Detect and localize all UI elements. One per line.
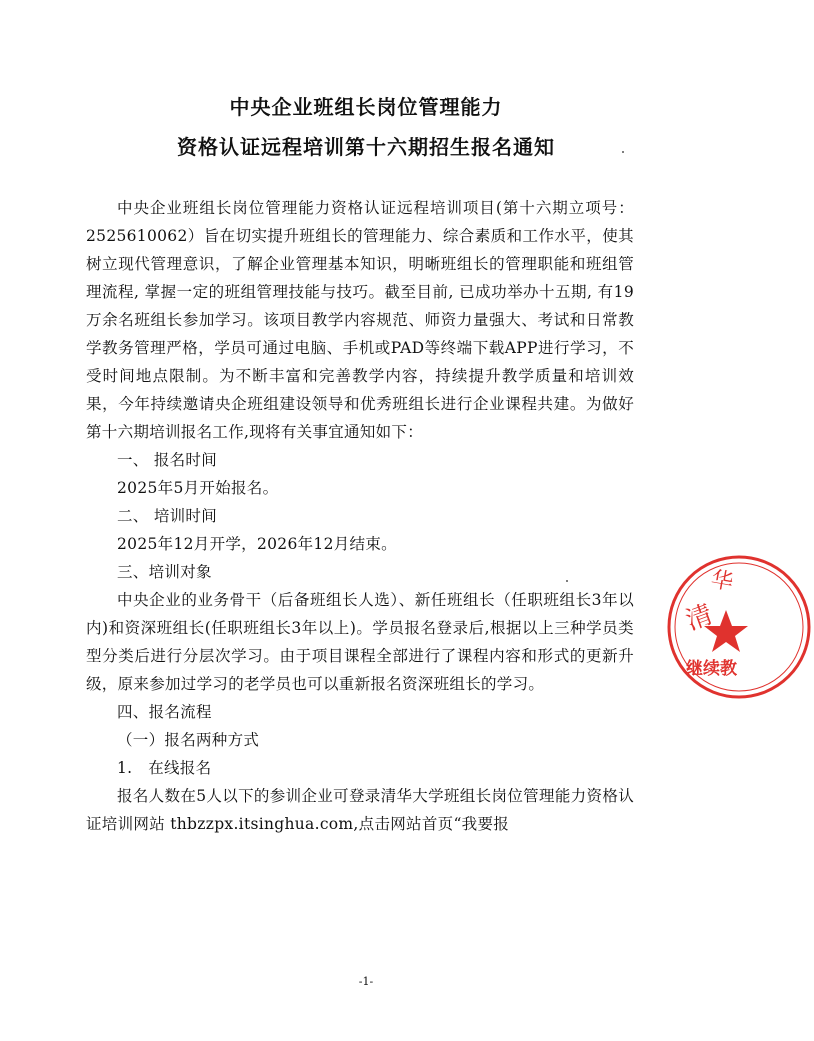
heading-online-registration: 1. 在线报名 bbox=[117, 759, 212, 777]
intro-paragraph: 中央企业班组长岗位管理能力资格认证远程培训项目(第十六期立项号：2525610062）旨在切实提升班组长的管理能力、综合素质和工作水平，使其树立现代管理意识，了解企业管理基本知识，明晰班组长的管理职能和班组管理流程, 掌握一定的班组管理技能与技巧。截至目前, 已成功举办十五期, 有19万余名班组长参加学习。该项目教学内容规范、师资力量强大、考试和日常教学教务管理严格，学员可通过电脑、手机或PAD等终端下载APP进行学习，不受时间地点限制。为不断丰富和完善教学内容，持续提升教学质量和培训效果，今年持续邀请央企班组建设领导和优秀班组长进行企业课程共建。为做好第十六期培训报名工作,现将有关事宜通知如下： bbox=[86, 199, 634, 441]
document-body bbox=[86, 194, 634, 838]
title-line-1: 中央企业班组长岗位管理能力 bbox=[229, 95, 503, 119]
title-line-2: 资格认证远程培训第十六期招生报名通知 bbox=[177, 135, 555, 159]
heading-registration-process: 四、报名流程 bbox=[117, 703, 212, 721]
training-target-text: 中央企业的业务骨干（后备班组长人选）、新任班组长（任职班组长3年以内)和资深班组长(任职班组长3年以上)。学员报名登录后,根据以上三种学员类型分类后进行分层次学习。由于项目课程全部进行了课程内容和形式的更新升级，原来参加过学习的老学员也可以重新报名资深班组长的学习。 bbox=[86, 591, 634, 693]
online-registration-text: 报名人数在5人以下的参训企业可登录清华大学班组长岗位管理能力资格认证培训网站 thbzzpx.itsinghua.com,点击网站首页“我要报 bbox=[86, 787, 634, 833]
heading-training-target: 三、培训对象 bbox=[117, 563, 212, 581]
training-time-text: 2025年12月开学，2026年12月结束。 bbox=[117, 535, 397, 553]
registration-time-text: 2025年5月开始报名。 bbox=[117, 479, 279, 497]
scan-speck bbox=[622, 151, 624, 153]
heading-training-time: 二、 培训时间 bbox=[117, 507, 218, 525]
seal-char-1: 清 bbox=[682, 599, 717, 637]
page-number: -1- bbox=[358, 975, 374, 988]
heading-registration-time: 一、 报名时间 bbox=[117, 451, 218, 469]
official-seal bbox=[664, 552, 814, 702]
seal-char-2: 华 bbox=[708, 567, 735, 596]
seal-text: 继续教 bbox=[686, 659, 737, 679]
scan-speck bbox=[566, 580, 568, 582]
heading-two-methods: （一）报名两种方式 bbox=[117, 731, 260, 749]
